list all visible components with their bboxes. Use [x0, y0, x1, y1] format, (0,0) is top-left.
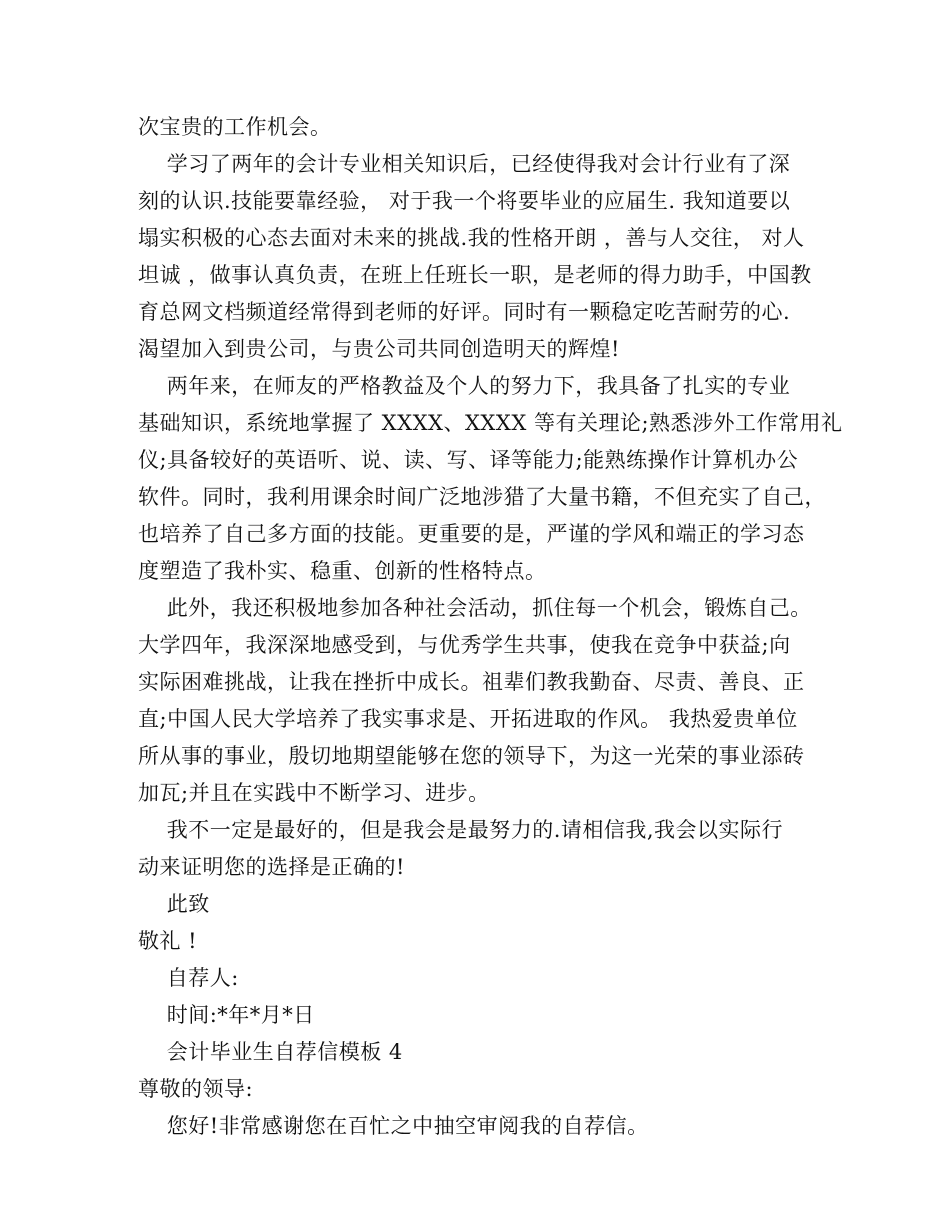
text-line: 度塑造了我朴实、稳重、创新的性格特点。: [138, 559, 547, 583]
text-line: 基础知识，系统地掌握了 XXXX、XXXX 等有关理论;熟悉涉外工作常用礼: [138, 411, 843, 435]
text-line: 动来证明您的选择是正确的!: [138, 855, 405, 879]
text-line: 育总网文档频道经常得到老师的好评。同时有一颗稳定吃苦耐劳的心.: [138, 300, 791, 324]
text-line: 次宝贵的工作机会。: [138, 115, 332, 139]
text-line: 直;中国人民大学培养了我实事求是、开拓进取的作风。 我热爱贵单位: [138, 707, 798, 731]
text-line: 也培养了自己多方面的技能。更重要的是，严谨的学风和端正的学习态: [138, 522, 805, 546]
text-line: 会计毕业生自荐信模板 4: [138, 1040, 403, 1064]
text-line: 敬礼 !: [138, 929, 198, 953]
text-line: 尊敬的领导:: [138, 1077, 254, 1101]
text-line: 所从事的事业，殷切地期望能够在您的领导下，为这一光荣的事业添砖: [138, 744, 805, 768]
text-line: 我不一定是最好的，但是我会是最努力的.请相信我,我会以实际行: [138, 818, 784, 842]
text-line: 刻的认识.技能要靠经验， 对于我一个将要毕业的应届生. 我知道要以: [138, 189, 791, 213]
text-line: 此致: [138, 892, 210, 916]
text-line: 自荐人:: [138, 966, 239, 990]
text-line: 坦诚 ，做事认真负责，在班上任班长一职，是老师的得力助手，中国教: [138, 263, 812, 287]
text-line: 塌实积极的心态去面对未来的挑战.我的性格开朗 ，善与人交往， 对人: [138, 226, 805, 250]
text-line: 大学四年，我深深地感受到，与优秀学生共事，使我在竞争中获益;向: [138, 633, 791, 657]
text-line: 加瓦;并且在实践中不断学习、进步。: [138, 781, 490, 805]
text-line: 两年来，在师友的严格教益及个人的努力下，我具备了扎实的专业: [138, 374, 791, 398]
text-line: 您好!非常感谢您在百忙之中抽空审阅我的自荐信。: [138, 1114, 649, 1138]
text-line: 时间:*年*月*日: [138, 1003, 315, 1027]
text-line: 渴望加入到贵公司，与贵公司共同创造明天的辉煌!: [138, 337, 620, 361]
text-line: 仪;具备较好的英语听、说、读、写、译等能力;能熟练操作计算机办公: [138, 448, 799, 472]
text-line: 此外，我还积极地参加各种社会活动，抓住每一个机会，锻炼自己。: [138, 596, 812, 620]
text-line: 实际困难挑战，让我在挫折中成长。祖辈们教我勤奋、尽责、善良、正: [138, 670, 805, 694]
text-line: 软件。同时，我利用课余时间广泛地涉猎了大量书籍，不但充实了自己，: [138, 485, 826, 509]
text-line: 学习了两年的会计专业相关知识后，已经使得我对会计行业有了深: [138, 152, 791, 176]
